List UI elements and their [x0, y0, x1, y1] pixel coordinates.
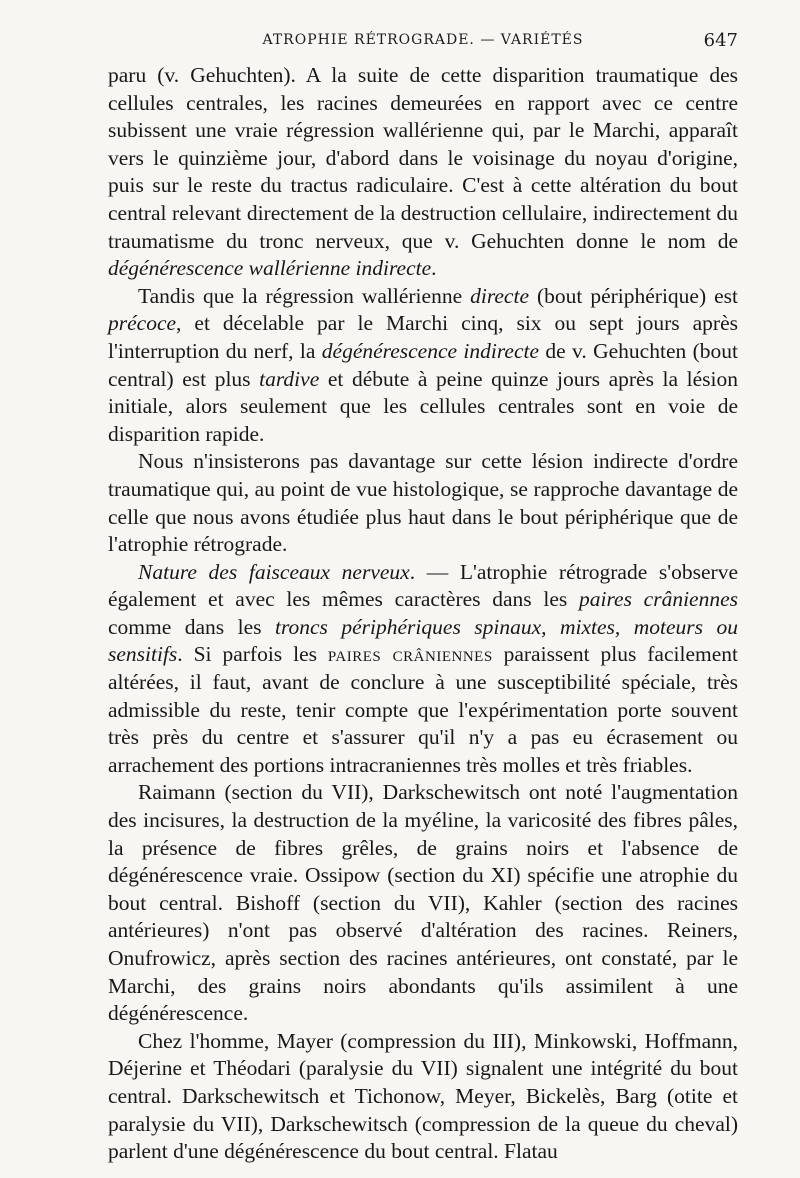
small-caps-term: paires crâniennes — [327, 642, 493, 667]
text-run: paru (v. Gehuchten). A la suite de cette disparition traumatique des cellules centrales, les racines demeurées en rapport avec ce centre subissent une vraie régression wallérienne qui, par le Marchi, apparaît vers le quinzième jour, d'abord dans le voisinage du noyau d'origine, puis sur le reste du tractus radiculaire. C'est à cette altération du bout central relevant directement de la destruction cellulaire, indirectement du traumatisme du tronc nerveux, que v. Gehuchten donne le nom de — [108, 63, 738, 253]
text-run: Nous n'insisterons pas davantage sur cette lésion indirecte d'ordre traumatique qui, au point de vue histologique, se rapproche davantage de celle que nous avons étudiée plus haut dans le bout périphérique que de l'atrophie rétrograde. — [108, 449, 738, 557]
paragraph-2 — [108, 283, 738, 449]
running-title: ATROPHIE RÉTROGRADE. — VARIÉTÉS — [262, 32, 584, 48]
italic-term: dégénérescence wallérienne indirecte — [108, 256, 432, 281]
section-heading: Nature des faisceaux nerveux — [138, 559, 410, 584]
italic-term: troncs périphériques spinaux, mixtes, moteurs ou sensitifs — [108, 614, 738, 667]
text-run: comme dans les — [108, 614, 275, 639]
italic-term: directe — [470, 283, 529, 308]
italic-term: tardive — [259, 366, 320, 391]
page-header — [108, 30, 738, 56]
text-run: Chez l'homme, Mayer (compression du III), Minkowski, Hoffmann, Déjerine et Théodari (paralysie du VII) signalent une intégrité du bout central. Darkschewitsch et Tichonow, Meyer, Bickelès, Barg (otite et paralysie du VII), Darkschewitsch (compression de la queue du cheval) parlent d'une dégénérescence du bout central. Flatau — [108, 1028, 738, 1164]
paragraph-5 — [108, 779, 738, 1027]
italic-term: précoce — [108, 311, 177, 336]
italic-term: paires crâniennes — [578, 587, 738, 612]
page-number: 647 — [703, 30, 738, 51]
text-run: Tandis que la régression wallérienne — [138, 283, 471, 308]
text-run: . — [431, 256, 437, 281]
text-run: de v. Gehuchten (bout central) est plus — [108, 338, 738, 391]
text-run: (bout périphérique) est — [529, 283, 738, 308]
paragraph-3 — [108, 448, 738, 558]
text-run: , et décelable par le Marchi cinq, six ou sept jours après l'interruption du nerf, la — [108, 311, 738, 363]
paragraph-4 — [108, 559, 738, 780]
italic-term: dégénérescence indirecte — [321, 338, 540, 363]
body-text — [108, 62, 738, 1166]
text-run: . Si parfois les — [177, 642, 328, 667]
paragraph-1 — [108, 62, 738, 283]
text-run: et débute à peine quinze jours après la lésion initiale, alors seulement que les cellules centrales sont en voie de disparition rapide. — [108, 366, 738, 446]
paragraph-6 — [108, 1028, 738, 1166]
text-run: paraissent plus facilement altérées, il faut, avant de conclure à une susceptibilité spéciale, très admissible du reste, tenir compte que l'expérimentation porte souvent très près du centre et s'assurer qu'il n'y a pas eu écrasement ou arrachement des portions intracraniennes très molles et très friables. — [108, 642, 738, 777]
text-run: Raimann (section du VII), Darkschewitsch ont noté l'augmentation des incisures, la destruction de la myéline, la varicosité des fibres pâles, la présence de fibres grêles, de grains noirs et l'absence de dégénérescence vraie. Ossipow (section du XI) spécifie une atrophie du bout central. Bishoff (section du VII), Kahler (section des racines antérieures) n'ont pas observé d'altération des racines. Reiners, Onufrowicz, après section des racines antérieures, ont constaté, par le Marchi, des grains noirs abondants qu'ils assimilent à une dégénérescence. — [108, 780, 738, 1026]
text-run: . — L'atrophie rétrograde s'observe également et avec les mêmes caractères dans les — [108, 559, 738, 612]
